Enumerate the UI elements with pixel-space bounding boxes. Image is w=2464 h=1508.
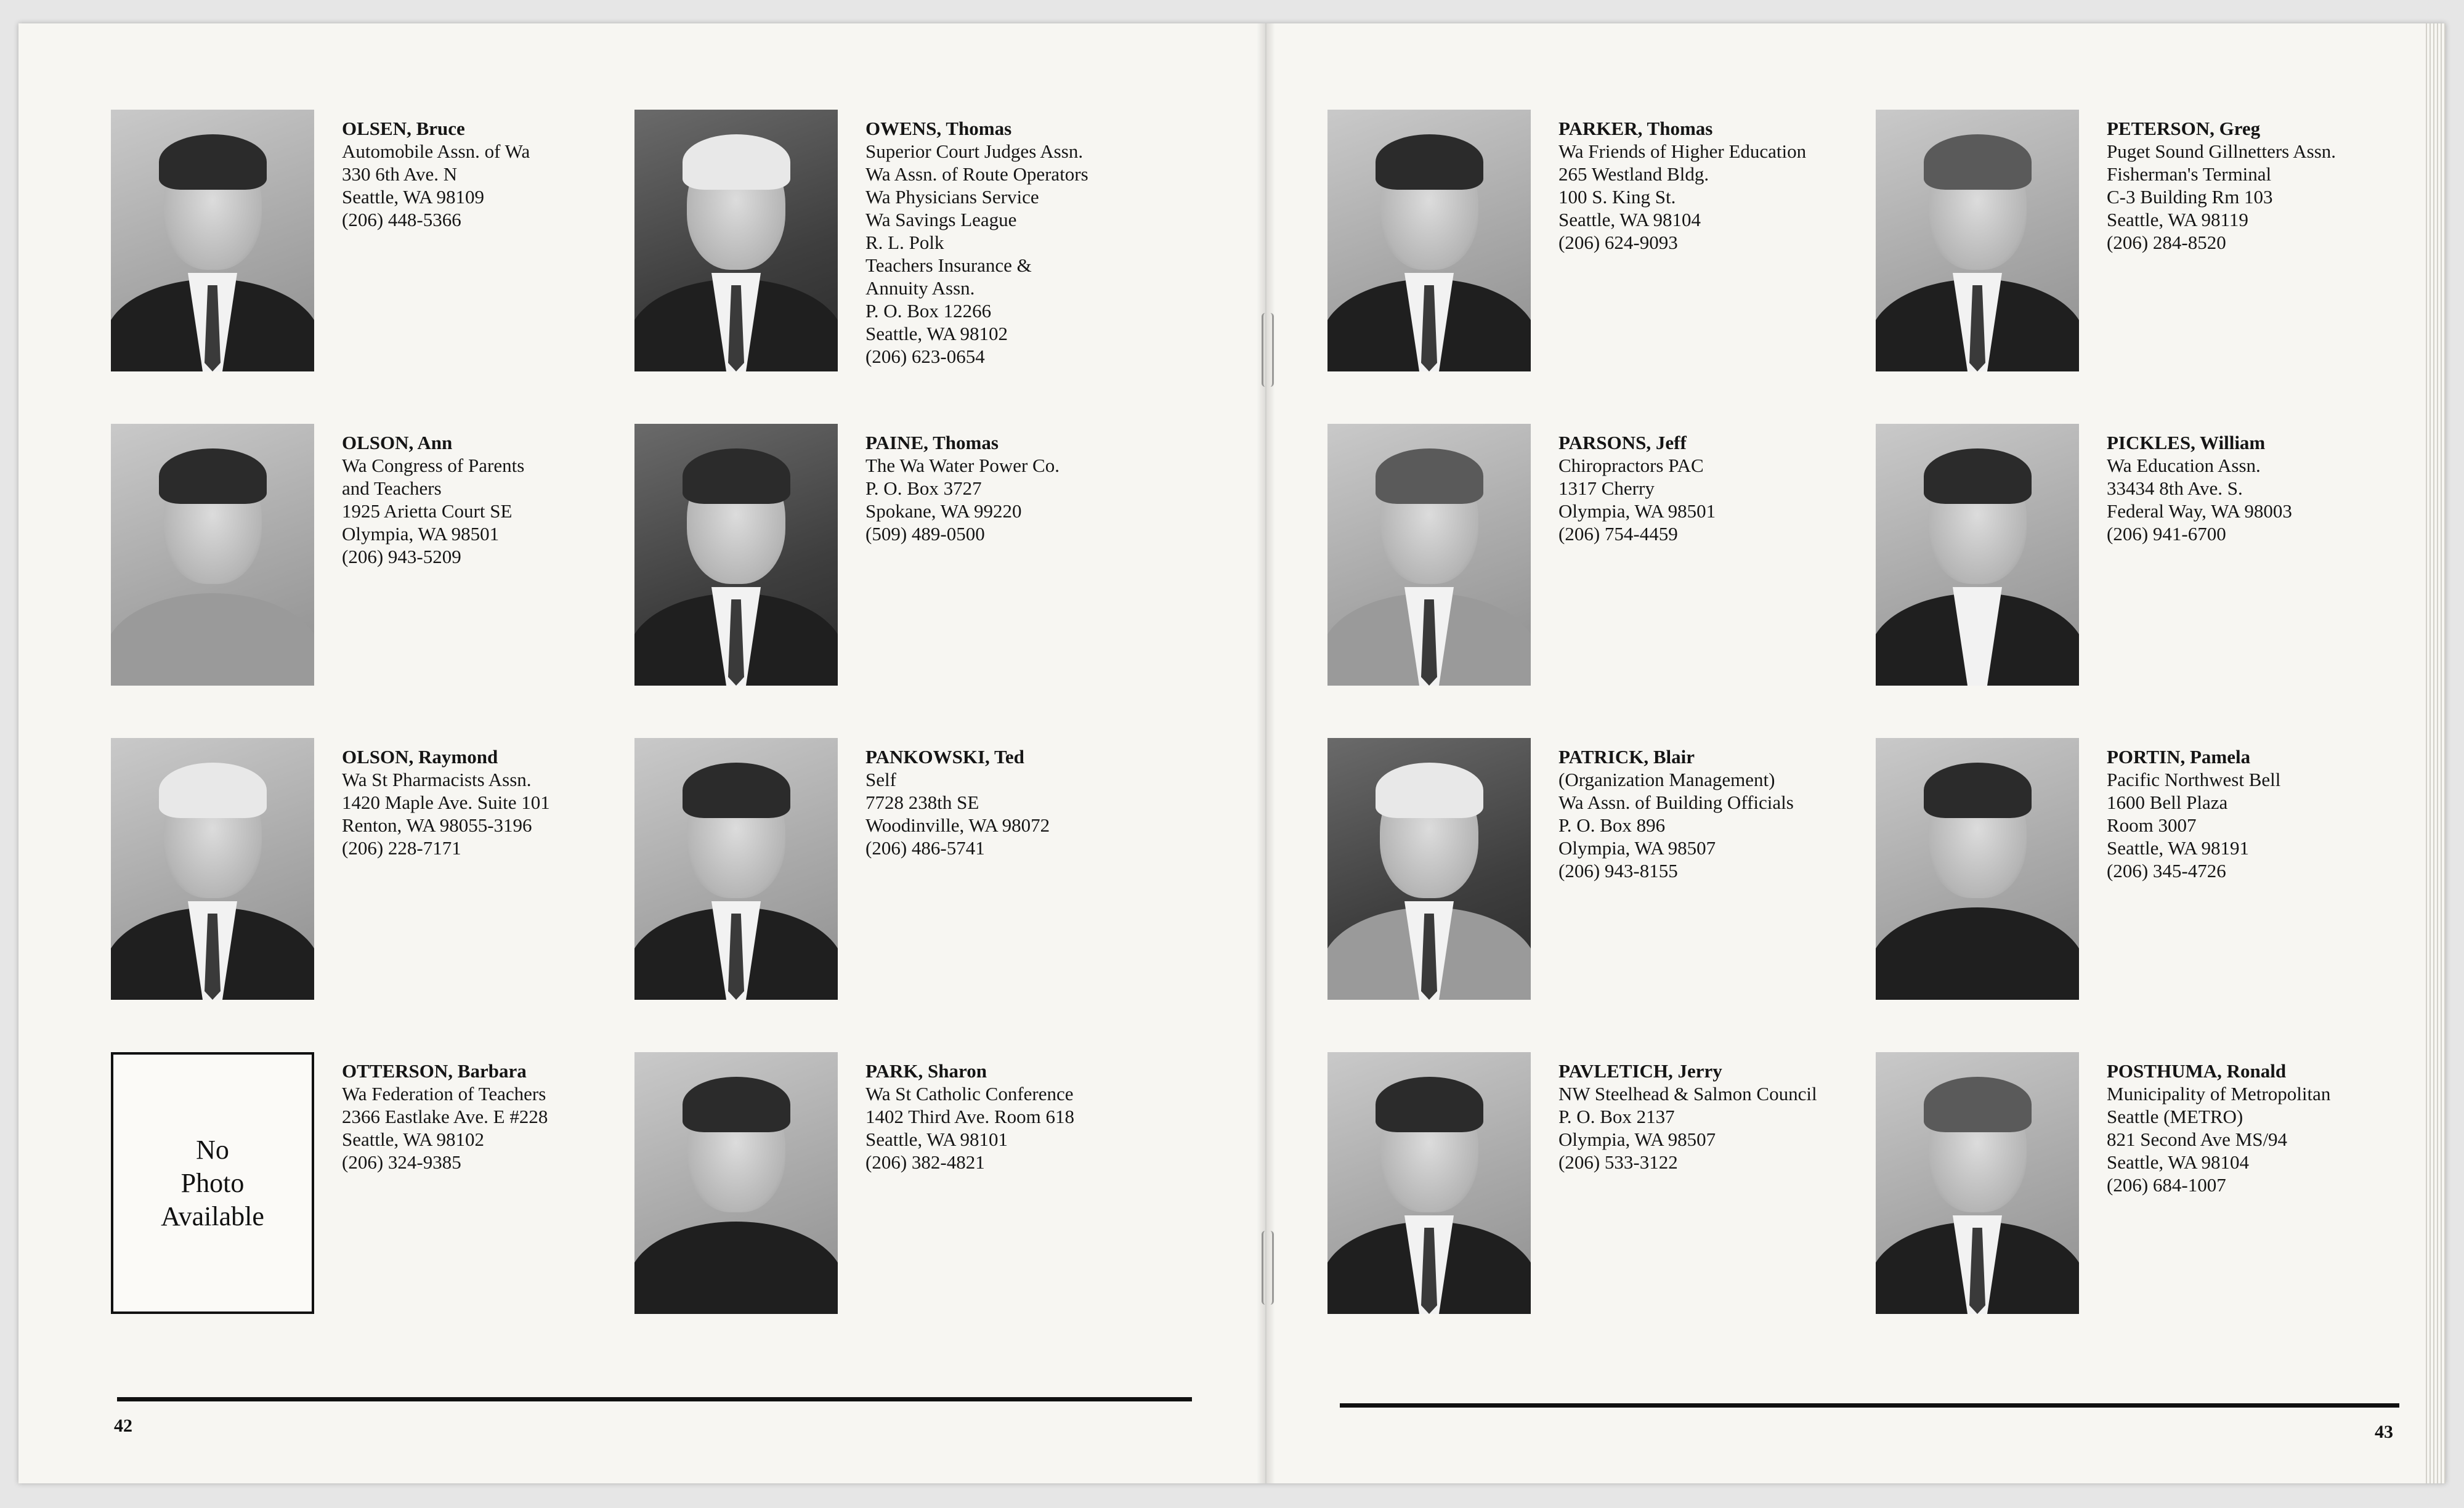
entry-line: Seattle, WA 98191	[2107, 837, 2250, 859]
entry-line: (206) 624-9093	[1558, 232, 1678, 253]
entry-line: Self	[865, 769, 896, 790]
directory-entry	[111, 1052, 628, 1323]
page-number: 42	[114, 1416, 132, 1436]
portrait-jacket	[111, 593, 314, 686]
entry-text	[1558, 745, 1891, 882]
entry-text	[1558, 1060, 1891, 1174]
entry-line: (206) 533-3122	[1558, 1151, 1678, 1173]
portrait-photo	[1876, 1052, 2079, 1314]
entry-line: (206) 228-7171	[342, 837, 461, 859]
portrait-photo	[1327, 1052, 1531, 1314]
entry-line: Wa St Catholic Conference	[865, 1083, 1074, 1105]
entry-line: Seattle, WA 98104	[1558, 209, 1701, 230]
directory-entry	[634, 738, 1152, 1009]
entry-name: PAVLETICH, Jerry	[1558, 1060, 1722, 1082]
entry-line: Puget Sound Gillnetters Assn.	[2107, 140, 2336, 162]
entry-text	[865, 745, 1155, 859]
entry-line: 265 Westland Bldg.	[1558, 163, 1709, 185]
entry-line: 1420 Maple Ave. Suite 101	[342, 792, 550, 813]
entry-line: 100 S. King St.	[1558, 186, 1676, 208]
portrait-hair	[1376, 134, 1483, 190]
entry-name: PARSONS, Jeff	[1558, 432, 1687, 453]
portrait-photo	[1876, 738, 2079, 1000]
portrait-hair	[683, 1077, 790, 1132]
portrait-jacket	[634, 1222, 838, 1314]
portrait-photo	[111, 424, 314, 686]
directory-entry	[1876, 110, 2393, 381]
entry-line: P. O. Box 12266	[865, 300, 992, 322]
entry-line: (206) 943-8155	[1558, 860, 1678, 882]
portrait-hair	[159, 448, 267, 504]
entry-line: 330 6th Ave. N	[342, 163, 458, 185]
entry-line: and Teachers	[342, 477, 442, 499]
entry-text	[2107, 745, 2396, 882]
entry-line: Olympia, WA 98507	[1558, 837, 1716, 859]
entry-line: 1402 Third Ave. Room 618	[865, 1106, 1074, 1127]
directory-entry	[1327, 1052, 1845, 1323]
portrait-photo	[634, 738, 838, 1000]
entry-line: Seattle, WA 98102	[342, 1129, 485, 1150]
directory-entry	[1876, 424, 2393, 695]
entry-name: OLSEN, Bruce	[342, 118, 465, 139]
portrait-hair	[1376, 448, 1483, 504]
entry-line: Renton, WA 98055-3196	[342, 814, 532, 836]
entry-name: PICKLES, William	[2107, 432, 2266, 453]
portrait-photo	[1876, 110, 2079, 371]
entry-line: Olympia, WA 98501	[1558, 500, 1716, 522]
directory-entry	[1876, 738, 2393, 1009]
entry-line: (206) 324-9385	[342, 1151, 461, 1173]
directory-entry	[634, 424, 1152, 695]
entry-line: Federal Way, WA 98003	[2107, 500, 2292, 522]
entry-line: Superior Court Judges Assn.	[865, 140, 1084, 162]
directory-entry	[111, 424, 628, 695]
entry-line: Wa Physicians Service	[865, 186, 1039, 208]
entry-text	[865, 117, 1155, 368]
portrait-jacket	[1876, 907, 2079, 1000]
portrait-hair	[1376, 763, 1483, 818]
portrait-hair	[1924, 448, 2032, 504]
portrait-hair	[1924, 1077, 2032, 1132]
portrait-hair	[159, 134, 267, 190]
entry-line: (206) 486-5741	[865, 837, 985, 859]
entry-line: Wa St Pharmacists Assn.	[342, 769, 532, 790]
portrait-hair	[683, 763, 790, 818]
entry-line: Municipality of Metropolitan	[2107, 1083, 2331, 1105]
entry-text	[342, 1060, 631, 1174]
entry-text	[1558, 431, 1848, 545]
portrait-hair	[683, 134, 790, 190]
entry-line: Olympia, WA 98501	[342, 523, 500, 545]
entry-line: Fisherman's Terminal	[2107, 163, 2272, 185]
entry-line: Wa Federation of Teachers	[342, 1083, 546, 1105]
entry-text	[2107, 1060, 2396, 1196]
entry-line: Spokane, WA 99220	[865, 500, 1022, 522]
footer-rule	[117, 1397, 1192, 1401]
entry-name: PARK, Sharon	[865, 1060, 987, 1082]
directory-entry	[1327, 424, 1845, 695]
entry-line: P. O. Box 2137	[1558, 1106, 1675, 1127]
directory-entry	[634, 1052, 1152, 1323]
entry-name: PANKOWSKI, Ted	[865, 746, 1024, 768]
entry-text	[865, 431, 1155, 545]
entry-text	[342, 745, 631, 859]
entry-line: Seattle, WA 98101	[865, 1129, 1008, 1150]
entry-line: 821 Second Ave MS/94	[2107, 1129, 2288, 1150]
portrait-hair	[159, 763, 267, 818]
entry-line: 1600 Bell Plaza	[2107, 792, 2228, 813]
left-page	[18, 23, 1266, 1483]
entry-line: (206) 284-8520	[2107, 232, 2226, 253]
entry-line: Pacific Northwest Bell	[2107, 769, 2281, 790]
entry-line: Seattle, WA 98102	[865, 323, 1008, 344]
entry-line: Seattle (METRO)	[2107, 1106, 2243, 1127]
entry-line: Teachers Insurance &	[865, 254, 1032, 276]
portrait-photo	[1327, 424, 1531, 686]
no-photo-placeholder: No Photo Available	[111, 1052, 314, 1314]
entry-line: (206) 754-4459	[1558, 523, 1678, 545]
entry-name: POSTHUMA, Ronald	[2107, 1060, 2287, 1082]
entry-line: (206) 345-4726	[2107, 860, 2226, 882]
portrait-hair	[683, 448, 790, 504]
entry-line: Wa Savings League	[865, 209, 1017, 230]
entry-line: Seattle, WA 98109	[342, 186, 485, 208]
entry-line: Chiropractors PAC	[1558, 455, 1704, 476]
entry-line: Wa Friends of Higher Education	[1558, 140, 1807, 162]
entry-line: The Wa Water Power Co.	[865, 455, 1060, 476]
entry-text	[1558, 117, 1891, 254]
entry-name: PATRICK, Blair	[1558, 746, 1695, 768]
footer-rule	[1340, 1403, 2399, 1408]
portrait-photo	[111, 738, 314, 1000]
directory-entry	[1327, 738, 1845, 1009]
entry-line: (206) 623-0654	[865, 346, 985, 367]
entry-line: Woodinville, WA 98072	[865, 814, 1050, 836]
portrait-photo	[111, 110, 314, 371]
entry-line: (206) 941-6700	[2107, 523, 2226, 545]
directory-entry	[111, 110, 628, 381]
entry-name: OWENS, Thomas	[865, 118, 1012, 139]
entry-name: PORTIN, Pamela	[2107, 746, 2251, 768]
entry-line: Wa Assn. of Route Operators	[865, 163, 1088, 185]
directory-entry	[111, 738, 628, 1009]
entry-line: 7728 238th SE	[865, 792, 979, 813]
booklet-spread	[18, 23, 2446, 1483]
entry-name: PARKER, Thomas	[1558, 118, 1713, 139]
entry-text	[342, 431, 631, 568]
entry-text	[2107, 431, 2396, 545]
entry-line: P. O. Box 896	[1558, 814, 1666, 836]
entry-text	[2107, 117, 2396, 254]
portrait-photo	[1327, 110, 1531, 371]
portrait-hair	[1924, 763, 2032, 818]
portrait-photo	[1876, 424, 2079, 686]
entry-line: (509) 489-0500	[865, 523, 985, 545]
directory-entry	[1876, 1052, 2393, 1323]
directory-entry	[1327, 110, 1845, 381]
entry-name: OLSON, Ann	[342, 432, 453, 453]
entry-line: NW Steelhead & Salmon Council	[1558, 1083, 1817, 1105]
entry-line: R. L. Polk	[865, 232, 944, 253]
entry-line: Room 3007	[2107, 814, 2197, 836]
portrait-photo	[634, 424, 838, 686]
entry-line: C-3 Building Rm 103	[2107, 186, 2273, 208]
entry-name: OTTERSON, Barbara	[342, 1060, 527, 1082]
entry-text	[865, 1060, 1155, 1174]
entry-line: (Organization Management)	[1558, 769, 1775, 790]
entry-line: 2366 Eastlake Ave. E #228	[342, 1106, 548, 1127]
page-number: 43	[2375, 1422, 2393, 1442]
entry-line: (206) 382-4821	[865, 1151, 985, 1173]
portrait-photo	[634, 110, 838, 371]
portrait-photo	[1327, 738, 1531, 1000]
entry-name: OLSON, Raymond	[342, 746, 498, 768]
entry-text	[342, 117, 631, 231]
entry-line: Wa Education Assn.	[2107, 455, 2261, 476]
entry-line: (206) 943-5209	[342, 546, 461, 567]
portrait-photo	[634, 1052, 838, 1314]
entry-line: P. O. Box 3727	[865, 477, 982, 499]
entry-line: Seattle, WA 98104	[2107, 1151, 2250, 1173]
entry-line: Seattle, WA 98119	[2107, 209, 2248, 230]
entry-line: Olympia, WA 98507	[1558, 1129, 1716, 1150]
entry-line: Wa Assn. of Building Officials	[1558, 792, 1794, 813]
portrait-hair	[1376, 1077, 1483, 1132]
entry-name: PETERSON, Greg	[2107, 118, 2261, 139]
entry-line: (206) 684-1007	[2107, 1174, 2226, 1196]
entry-line: Wa Congress of Parents	[342, 455, 525, 476]
entry-line: 1317 Cherry	[1558, 477, 1655, 499]
portrait-hair	[1924, 134, 2032, 190]
entry-line: (206) 448-5366	[342, 209, 461, 230]
entry-name: PAINE, Thomas	[865, 432, 999, 453]
entry-line: Annuity Assn.	[865, 277, 975, 299]
entry-line: 33434 8th Ave. S.	[2107, 477, 2243, 499]
right-page	[1266, 23, 2446, 1483]
entry-line: 1925 Arietta Court SE	[342, 500, 513, 522]
directory-entry	[634, 110, 1152, 381]
entry-line: Automobile Assn. of Wa	[342, 140, 530, 162]
